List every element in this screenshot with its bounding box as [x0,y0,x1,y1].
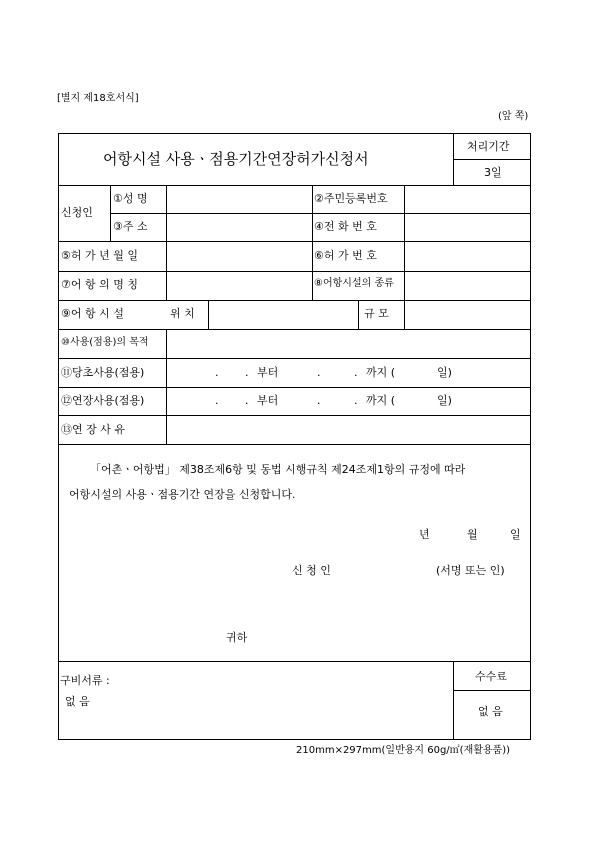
facility-location-label-suffix: 위 치 [170,307,195,320]
page-side: (앞 쪽) [498,111,529,122]
period-dot: . [215,366,219,379]
period-dot: . [215,394,219,407]
facility-location-label: ⑨어 항 시 설 [61,307,124,320]
period-to: 까지 ( [366,394,396,407]
period-days: 일) [437,394,452,407]
scale-label: 규 모 [364,307,389,320]
name-field[interactable] [167,186,311,212]
fee-value: 없 음 [478,705,503,718]
name-label: ①성 명 [113,192,148,205]
period-dot: . [245,394,249,407]
reason-field[interactable] [167,416,530,443]
statement-line-2: 어항시설의 사용ㆍ점용기간 연장을 신청합니다. [69,488,296,501]
rrn-label: ②주민등록번호 [314,192,388,205]
processing-period-value: 3일 [484,166,502,179]
applicant-signature-label: 신 청 인 [292,564,331,577]
attachments-value: 없 음 [65,695,90,708]
form-title: 어항시설 사용ㆍ점용기간연장허가신청서 [103,150,369,168]
addressee: 귀하 [226,631,248,644]
period-dot: . [317,366,321,379]
period-to: 까지 ( [366,366,396,379]
paper-spec: 210mm×297mm(일반용지 60g/㎡(재활용품)) [296,745,511,756]
period-dot: . [317,394,321,407]
purpose-field[interactable] [167,330,530,357]
phone-field[interactable] [405,214,530,240]
permit-date-label: ⑤허 가 년 월 일 [61,249,138,262]
original-period-label: ⑪당초사용(점용) [61,366,145,379]
date-day: 일 [510,528,521,541]
period-dot: . [354,366,358,379]
reason-label: ⑬연 장 사 유 [61,423,125,436]
permit-date-field[interactable] [167,242,311,270]
date-month: 월 [467,528,478,541]
period-from: 부터 [257,366,279,379]
purpose-label: ⑩사용(점용)의 목적 [61,337,149,348]
permit-number-label: ⑥허 가 번 호 [314,249,377,262]
extension-period-label: ⑫연장사용(점용) [61,394,145,407]
form-number: [별지 제18호서식] [57,93,139,104]
period-dot: . [354,394,358,407]
permit-number-field[interactable] [405,242,530,270]
phone-label: ④전 화 번 호 [314,220,377,233]
sign-label: (서명 또는 인) [436,564,505,577]
facility-type-label: ⑧어항시설의 종류 [314,278,394,289]
applicant-group-label: 신청인 [61,206,93,219]
scale-field[interactable] [405,301,530,328]
port-name-field[interactable] [167,272,311,299]
period-from: 부터 [257,394,279,407]
address-field[interactable] [167,214,311,240]
period-dot: . [245,366,249,379]
address-label: ③주 소 [113,220,148,233]
period-days: 일) [437,366,452,379]
port-name-label: ⑦어 항 의 명 칭 [61,278,138,291]
rrn-field[interactable] [405,186,530,212]
applicant-signature-field[interactable] [345,560,430,578]
date-year: 년 [419,528,430,541]
facility-type-field[interactable] [405,272,530,299]
facility-location-field[interactable] [209,301,357,328]
fee-label: 수수료 [475,670,507,683]
attachments-label: 구비서류 : [60,674,110,687]
statement-line-1: 「어촌ㆍ어항법」 제38조제6항 및 동법 시행규칙 제24조제1항의 규정에 따라 [90,463,466,476]
processing-period-label: 처리기간 [467,140,510,153]
